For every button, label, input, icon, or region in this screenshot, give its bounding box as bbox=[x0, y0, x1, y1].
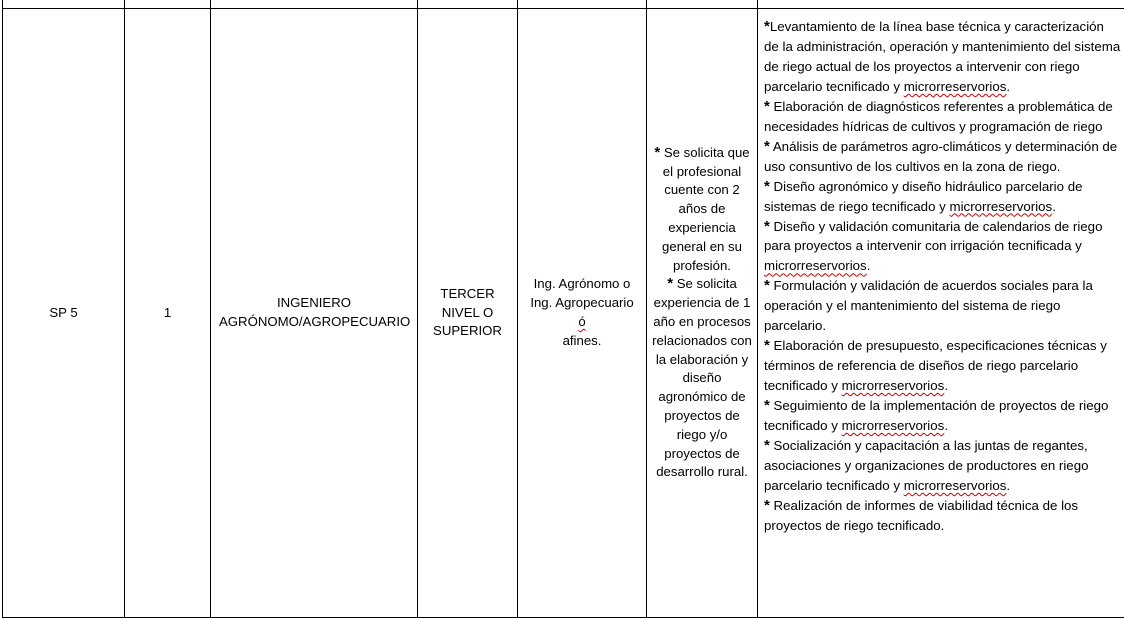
duty-item: * Realización de informes de viabilidad técnica de los proyectos de riego tecnificado. bbox=[764, 496, 1122, 536]
duty-item: * Elaboración de presupuesto, especificaciones técnicas y términos de referencia de diseños de riego parcelario tecnificado y microrreservorios. bbox=[764, 336, 1122, 396]
bullet-star-icon: * bbox=[764, 497, 770, 514]
duty-item: * Seguimiento de la implementación de proyectos de riego tecnificado y microrreservorios. bbox=[764, 396, 1122, 436]
bullet-star-icon: * bbox=[764, 138, 770, 155]
bullet-star-icon: * bbox=[654, 144, 660, 161]
bullet-star-icon: * bbox=[764, 337, 770, 354]
degree-line: Ing. Agrónomo o bbox=[518, 275, 646, 294]
bullet-star-icon: * bbox=[764, 397, 770, 414]
requirement-item: * Se solicita que el profesional cuente con 2 años de experiencia general en su profesión. bbox=[649, 144, 755, 276]
quantity-cell: 1 bbox=[125, 9, 211, 618]
requirements-table bbox=[2, 0, 1124, 618]
bullet-star-icon: * bbox=[764, 218, 770, 235]
duty-item: *Levantamiento de la línea base técnica y caracterización de la administración, operación y mantenimiento del sistema de riego actual de los proyectos a intervenir con riego parcelario tecnificado y microrreservorios. bbox=[764, 17, 1122, 97]
bullet-star-icon: * bbox=[764, 98, 770, 115]
duty-item: * Formulación y validación de acuerdos sociales para la operación y el mantenimiento del sistema de riego parcelario. bbox=[764, 276, 1122, 336]
degree-line: Ing. Agropecuario bbox=[518, 294, 646, 313]
bullet-star-icon: * bbox=[764, 437, 770, 454]
code-cell: SP 5 bbox=[3, 9, 125, 618]
duty-item: * Socialización y capacitación a las juntas de regantes, asociaciones y organizaciones de productores en riego parcelario tecnificado y microrreservorios. bbox=[764, 436, 1122, 496]
table-row bbox=[3, 9, 1124, 618]
degree-line: afines. bbox=[518, 332, 646, 351]
degree-cell bbox=[518, 9, 647, 618]
duty-item: * Diseño agronómico y diseño hidráulico parcelario de sistemas de riego tecnificado y microrreservorios. bbox=[764, 177, 1122, 217]
degree-or: ó bbox=[518, 313, 646, 332]
bullet-star-icon: * bbox=[764, 178, 770, 195]
duty-item: * Diseño y validación comunitaria de calendarios de riego para proyectos a intervenir con irrigación tecnificada y microrreservorios. bbox=[764, 217, 1122, 277]
duties-cell bbox=[758, 9, 1124, 618]
education-cell: TERCER NIVEL O SUPERIOR bbox=[418, 9, 518, 618]
bullet-star-icon: * bbox=[667, 275, 673, 292]
bullet-star-icon: * bbox=[764, 18, 770, 35]
experience-cell bbox=[647, 9, 758, 618]
position-cell: INGENIERO AGRÓNOMO/AGROPECUARIO bbox=[211, 9, 418, 618]
bullet-star-icon: * bbox=[764, 277, 770, 294]
previous-row-edge bbox=[3, 0, 1124, 9]
requirement-item: * Se solicita experiencia de 1 año en procesos relacionados con la elaboración y diseño agronómico de proyectos de riego y/o proyectos de desarrollo rural. bbox=[649, 275, 755, 482]
duty-item: * Elaboración de diagnósticos referentes a problemática de necesidades hídricas de cultivos y programación de riego bbox=[764, 97, 1122, 137]
duty-item: * Análisis de parámetros agro-climáticos y determinación de uso consuntivo de los cultivos en la zona de riego. bbox=[764, 137, 1122, 177]
